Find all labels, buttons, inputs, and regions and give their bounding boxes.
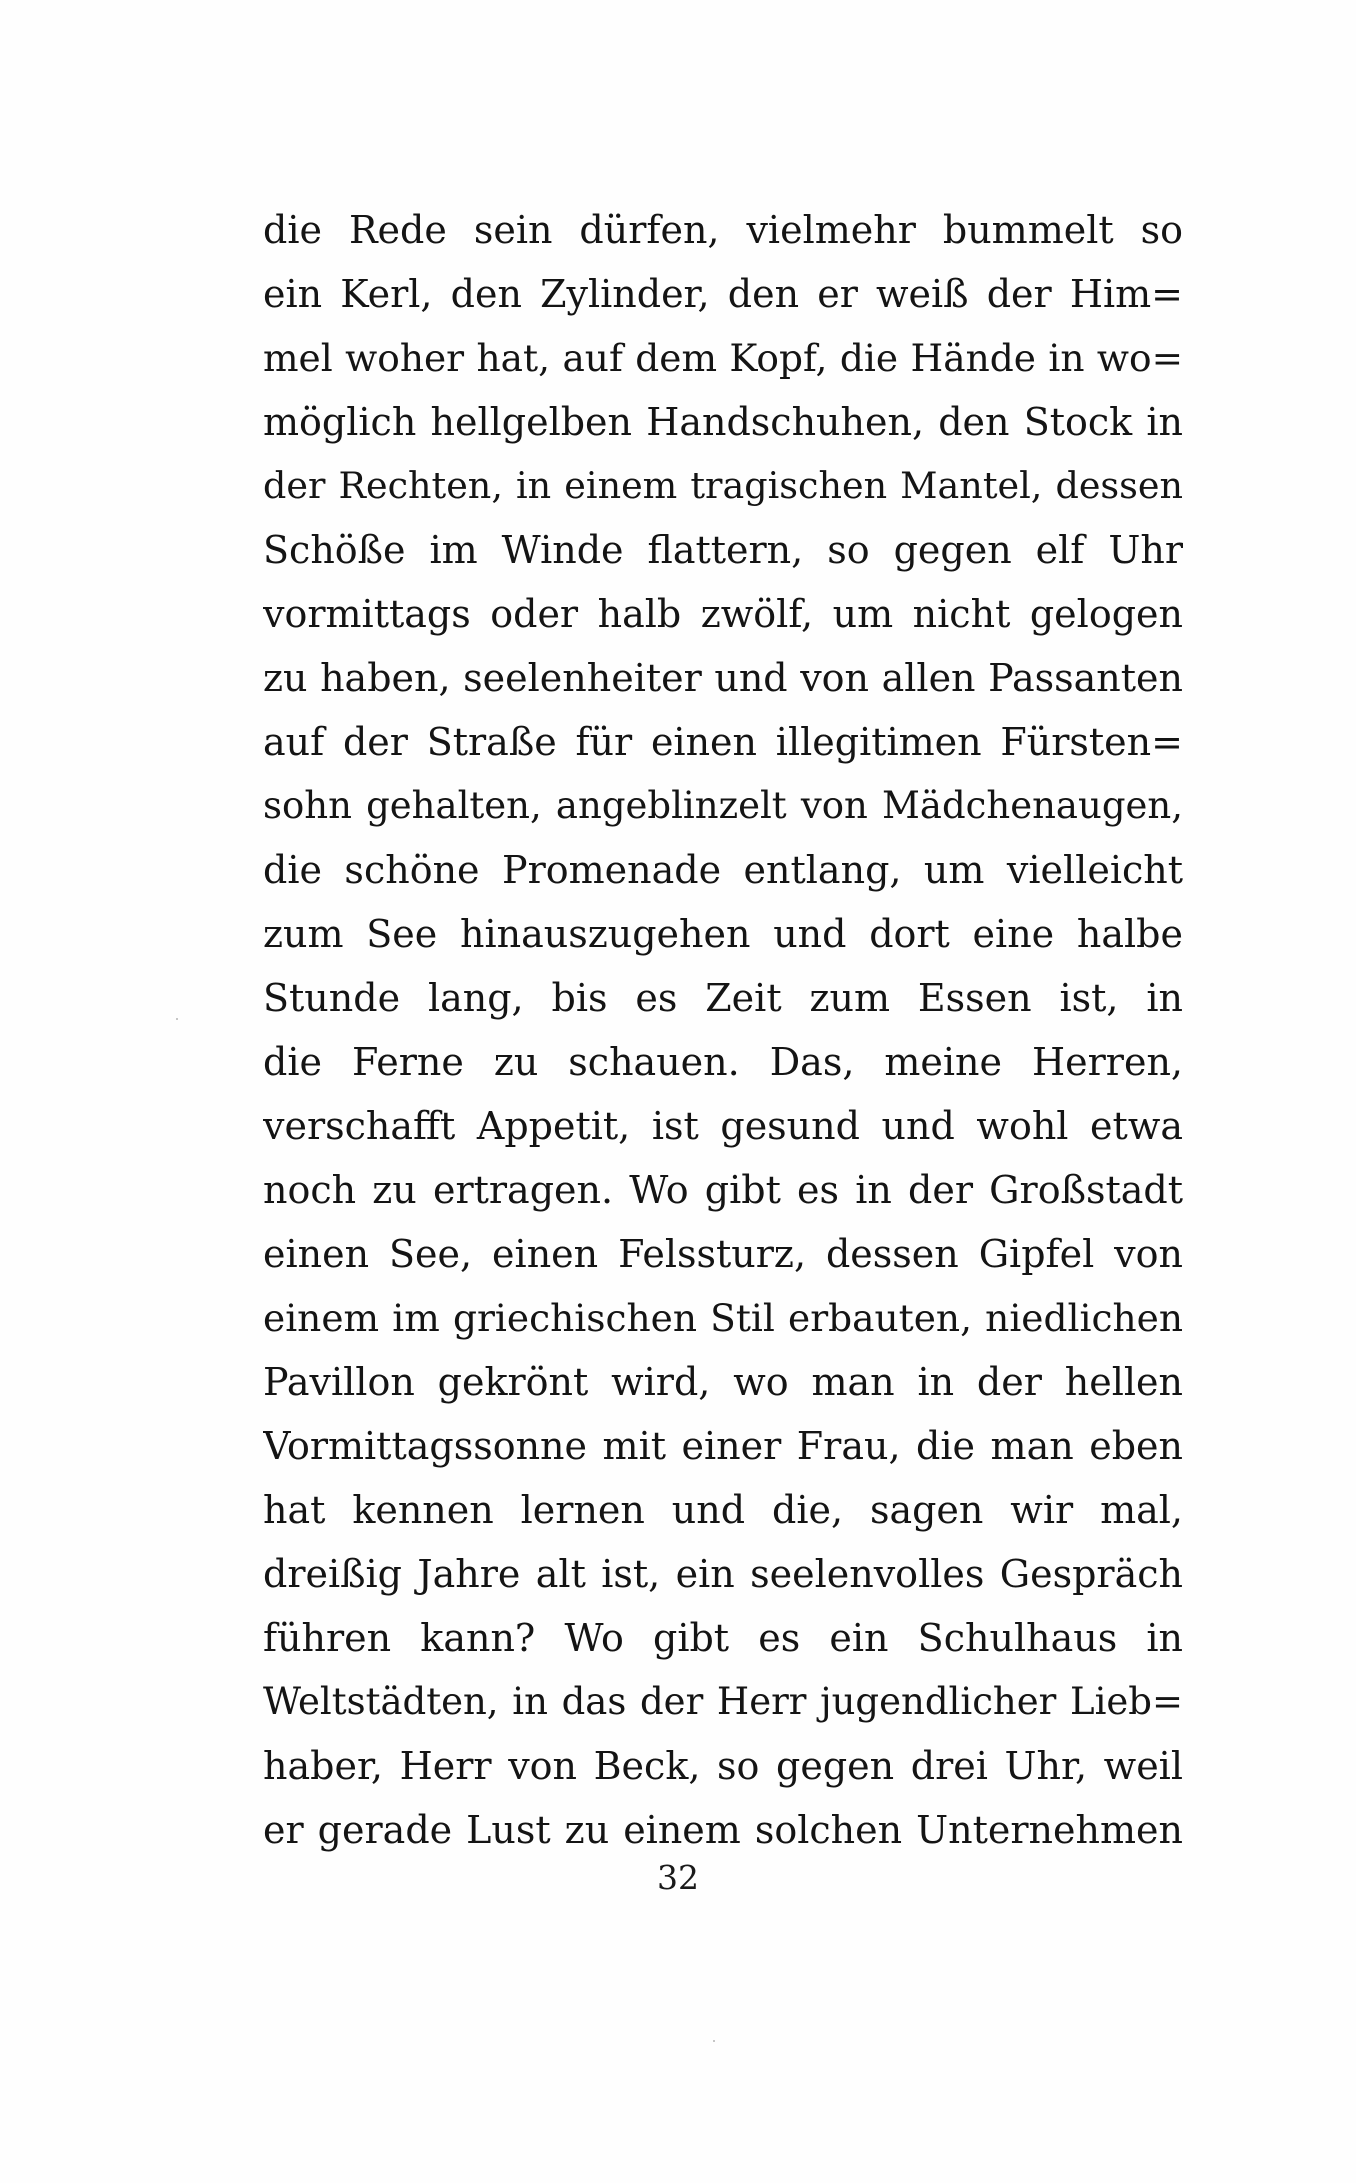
text-line: Pavillon gekrönt wird, wo man in der hellen bbox=[263, 1360, 1183, 1404]
text-line: die Ferne zu schauen. Das, meine Herren, bbox=[263, 1040, 1183, 1084]
text-line: noch zu ertragen. Wo gibt es in der Großstadt bbox=[263, 1168, 1183, 1212]
text-line: ein Kerl, den Zylinder, den er weiß der Him= bbox=[263, 272, 1183, 316]
paper-speck bbox=[713, 2040, 715, 2042]
text-line: haber, Herr von Beck, so gegen drei Uhr, weil bbox=[263, 1744, 1183, 1788]
paper-speck bbox=[176, 1018, 178, 1020]
text-line: führen kann? Wo gibt es ein Schulhaus in bbox=[263, 1616, 1183, 1660]
text-line: mel woher hat, auf dem Kopf, die Hände in wo= bbox=[263, 336, 1183, 380]
text-line: Weltstädten, in das der Herr jugendlicher Lieb= bbox=[263, 1680, 1183, 1723]
text-line: vormittags oder halb zwölf, um nicht gelogen bbox=[263, 592, 1183, 636]
body-text bbox=[263, 198, 1183, 1862]
text-line: möglich hellgelben Handschuhen, den Stock in bbox=[263, 400, 1183, 444]
text-line: einem im griechischen Stil erbauten, niedlichen bbox=[263, 1296, 1183, 1340]
text-line: hat kennen lernen und die, sagen wir mal, bbox=[263, 1488, 1183, 1532]
text-line: verschafft Appetit, ist gesund und wohl etwa bbox=[263, 1104, 1183, 1148]
text-line: zu haben, seelenheiter und von allen Passanten bbox=[263, 656, 1183, 700]
text-line: die Rede sein dürfen, vielmehr bummelt so bbox=[263, 208, 1183, 252]
text-line: Schöße im Winde flattern, so gegen elf Uhr bbox=[263, 528, 1183, 572]
text-line: auf der Straße für einen illegitimen Fürsten= bbox=[263, 720, 1183, 764]
text-line: Stunde lang, bis es Zeit zum Essen ist, in bbox=[263, 976, 1183, 1020]
text-line: er gerade Lust zu einem solchen Unternehmen bbox=[263, 1808, 1183, 1852]
text-line: die schöne Promenade entlang, um vielleicht bbox=[263, 848, 1183, 892]
text-line: der Rechten, in einem tragischen Mantel, dessen bbox=[263, 464, 1183, 507]
text-line: dreißig Jahre alt ist, ein seelenvolles Gespräch bbox=[263, 1552, 1183, 1596]
text-line: einen See, einen Felssturz, dessen Gipfel von bbox=[263, 1232, 1183, 1276]
page-number: 32 bbox=[657, 1858, 699, 1897]
text-line: sohn gehalten, angeblinzelt von Mädchenaugen, bbox=[263, 784, 1183, 827]
text-line: Vormittagssonne mit einer Frau, die man eben bbox=[263, 1424, 1183, 1468]
text-line: zum See hinauszugehen und dort eine halbe bbox=[263, 912, 1183, 956]
